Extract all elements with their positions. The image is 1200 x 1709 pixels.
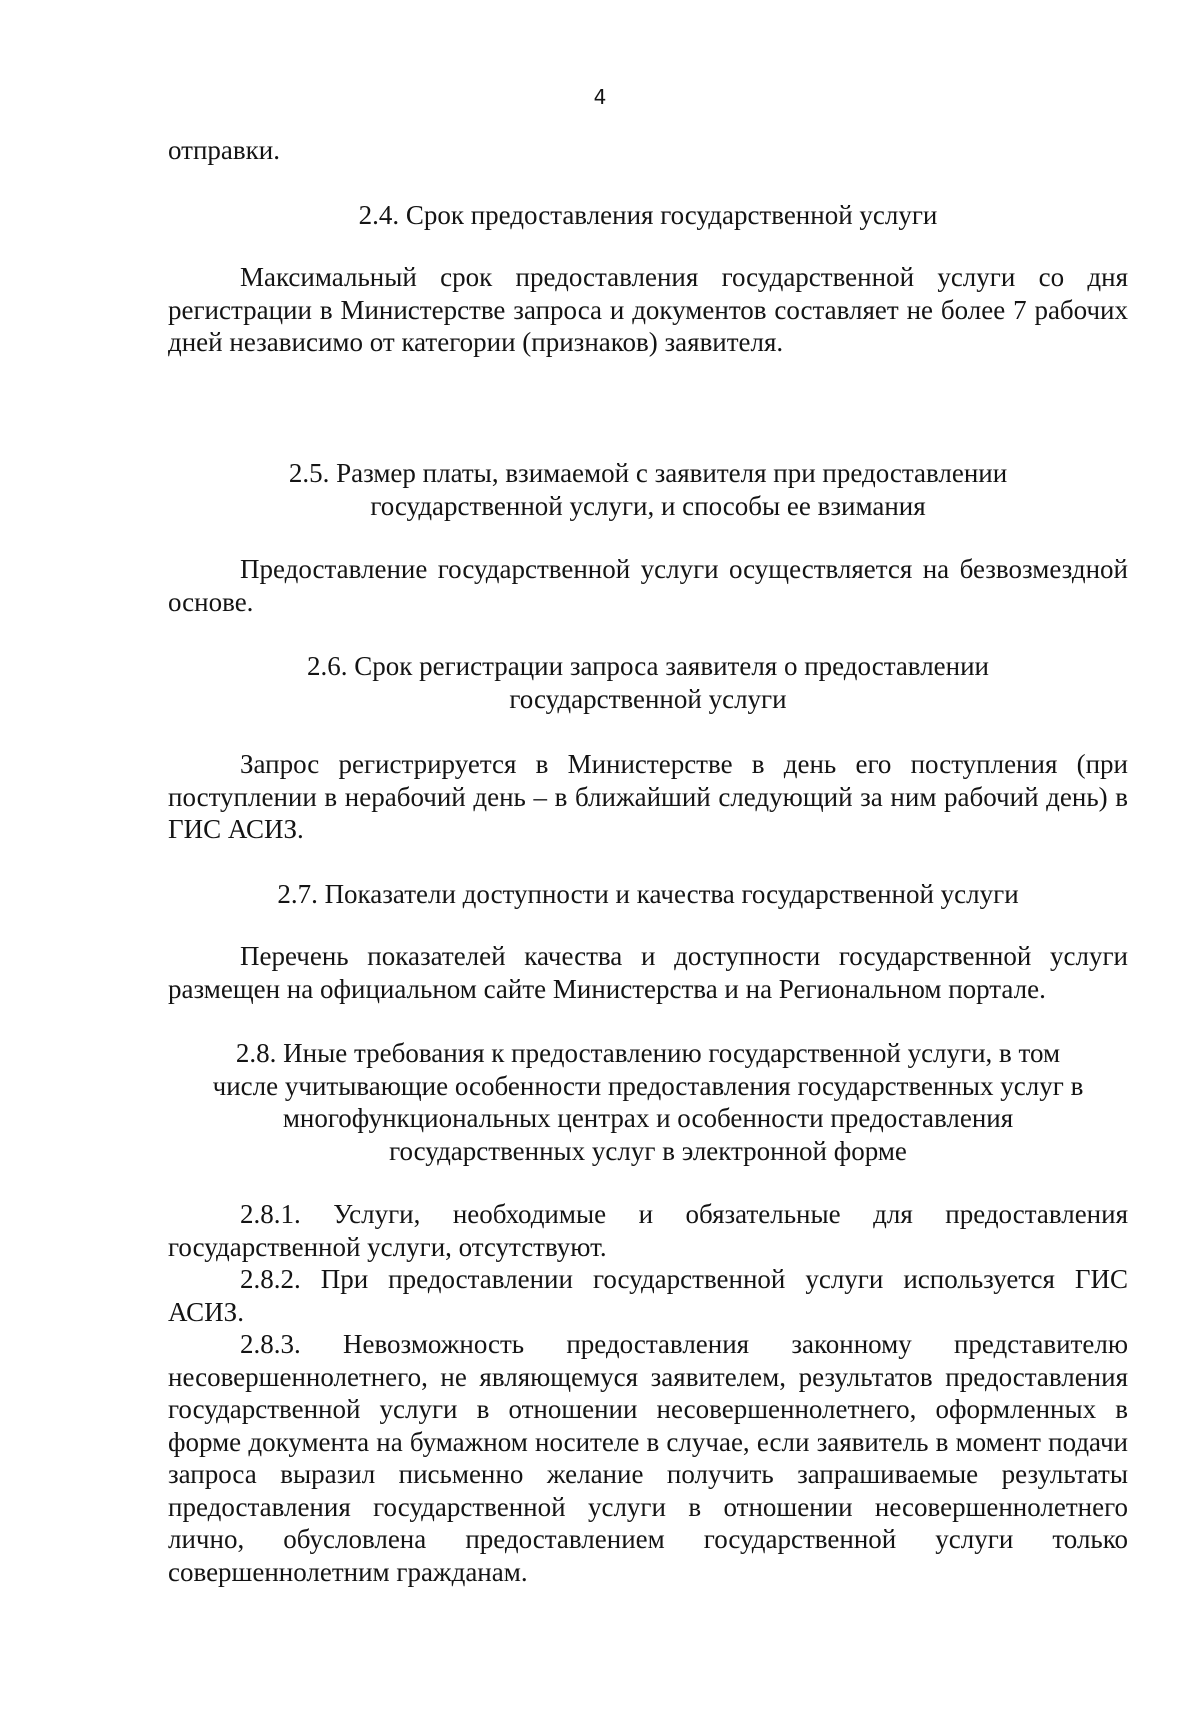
heading-line: государственных услуг в электронной форме <box>389 1135 907 1166</box>
heading-line: многофункциональных центрах и особенности предоставления <box>282 1103 1014 1133</box>
paragraph-2-8-3: 2.8.3. Невозможность предоставления законному представителю несовершеннолетнего, не являющемуся заявителем, результатов предоставления государственной услуги в отношении несовершеннолетнего, оформленных в форме документа на бумажном носителе в случае, если заявитель в момент подачи запроса выразил письменно желание получить запрашиваемые результаты предоставления государственной услуги в отношении несовершеннолетнего лично, обусловлена предоставлением государственной услуги только совершеннолетним гражданам. <box>168 1329 1128 1587</box>
heading-line: государственной услуги <box>509 683 787 714</box>
section-heading-2-6 <box>168 650 1128 715</box>
paragraph-2-7: Перечень показателей качества и доступности государственной услуги размещен на официальном сайте Министерства и на Региональном портале. <box>168 941 1128 1004</box>
paragraph-2-8-2: 2.8.2. При предоставлении государственной услуги используется ГИС АСИЗ. <box>168 1264 1128 1327</box>
heading-line: числе учитывающие особенности предоставления государственных услуг в <box>212 1070 1084 1101</box>
heading-line: 2.6. Срок регистрации запроса заявителя о предоставлении <box>306 651 989 681</box>
paragraph-2-8-1: 2.8.1. Услуги, необходимые и обязательные для предоставления государственной услуги, отсутствуют. <box>168 1199 1128 1262</box>
heading-line: 2.8. Иные требования к предоставлению государственной услуги, в том <box>235 1038 1061 1068</box>
page-number: 4 <box>593 85 607 109</box>
section-heading-2-4: 2.4. Срок предоставления государственной услуги <box>358 200 938 230</box>
heading-line: 2.5. Размер платы, взимаемой с заявителя при предоставлении <box>288 458 1008 488</box>
paragraph-2-6: Запрос регистрируется в Министерстве в день его поступления (при поступлении в нерабочий день – в ближайший следующий за ним рабочий день) в ГИС АСИЗ. <box>168 749 1128 844</box>
heading-line: государственной услуги, и способы ее взимания <box>370 490 926 521</box>
section-heading-2-5 <box>168 457 1128 522</box>
section-heading-2-7: 2.7. Показатели доступности и качества государственной услуги <box>277 879 1019 909</box>
paragraph-2-5: Предоставление государственной услуги осуществляется на безвозмездной основе. <box>168 554 1128 617</box>
continuation-text: отправки. <box>168 135 280 165</box>
paragraph-2-4: Максимальный срок предоставления государственной услуги со дня регистрации в Министерстве запроса и документов составляет не более 7 рабочих дней независимо от категории (признаков) заявителя. <box>168 262 1128 357</box>
section-heading-2-8 <box>168 1037 1128 1167</box>
